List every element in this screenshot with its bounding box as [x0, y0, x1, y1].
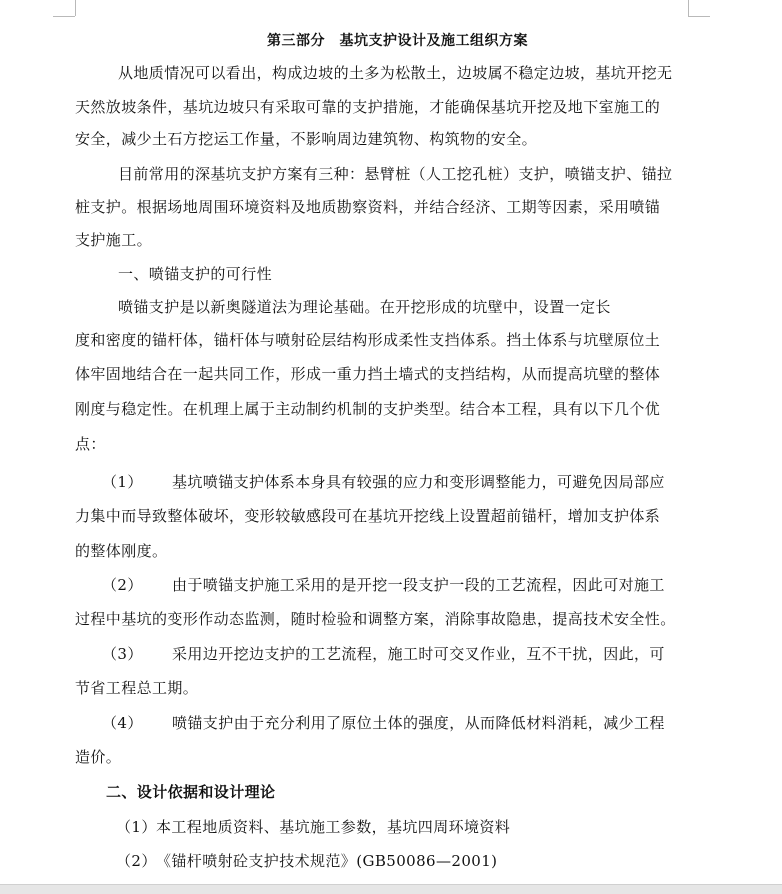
item-3-number: （3） [102, 645, 143, 663]
basis-item-1-text: 本工程地质资料、基坑施工参数，基坑四周环境资料 [156, 818, 511, 836]
item-1-line-1: 基坑喷锚支护体系本身具有较强的应力和变形调整能力，可避免因局部应 [172, 473, 665, 491]
section2-heading: 二、设计依据和设计理论 [106, 783, 276, 801]
intro-line-1: 从地质情况可以看出，构成边坡的土多为松散土，边坡属不稳定边坡，基坑开挖无 [118, 64, 673, 82]
section1-heading: 一、喷锚支护的可行性 [118, 265, 273, 283]
item-4-line-1: 喷锚支护由于充分利用了原位土体的强度，从而降低材料消耗，减少工程 [172, 714, 665, 732]
item-1-line-2: 力集中而导致整体破坏，变形较敏感段可在基坑开挖线上设置超前锚杆，增加支护体系 [75, 507, 661, 525]
item-3-line-1: 采用边开挖边支护的工艺流程，施工时可交叉作业，互不干扰，因此，可 [172, 645, 665, 663]
item-2-line-2: 过程中基坑的变形作动态监测，随时检验和调整方案，消除事故隐患，提高技术安全性。 [75, 610, 676, 628]
crop-mark-top-right-vertical [688, 0, 689, 16]
basis-item-2-text: 《锚杆喷射砼支护技术规范》(GB50086—2001) [156, 852, 498, 870]
item-1-number: （1） [102, 473, 143, 491]
item-1-line-3: 的整体刚度。 [75, 542, 168, 560]
section1-para-line-1: 喷锚支护是以新奥隧道法为理论基础。在开挖形成的坑壁中，设置一定长 [118, 298, 611, 316]
item-2-line-1: 由于喷锚支护施工采用的是开挖一段支护一段的工艺流程，因此可对施工 [172, 576, 665, 594]
intro-line-3: 安全，减少土石方挖运工作量，不影响周边建筑物、构筑物的安全。 [75, 130, 538, 148]
crop-mark-top-right [688, 16, 710, 17]
crop-mark-top-left [53, 16, 75, 17]
section1-para-line-2: 度和密度的锚杆体，锚杆体与喷射砼层结构形成柔性支挡体系。挡土体系与坑壁原位土 [75, 331, 661, 349]
item-4-line-2: 造价。 [75, 748, 122, 766]
page-title: 第三部分 基坑支护设计及施工组织方案 [267, 33, 528, 49]
section1-para-line-4: 刚度与稳定性。在机理上属于主动制约机制的支护类型。结合本工程，具有以下几个优 [75, 400, 661, 418]
methods-line-3: 支护施工。 [75, 231, 153, 249]
item-4-number: （4） [102, 714, 143, 732]
item-2-number: （2） [102, 576, 143, 594]
methods-line-2: 桩支护。根据场地周围环境资料及地质勘察资料，并结合经济、工期等因素，采用喷锚 [75, 198, 661, 216]
crop-mark-top-left-vertical [75, 0, 76, 16]
basis-item-1-number: （1） [116, 818, 157, 836]
methods-line-1: 目前常用的深基坑支护方案有三种：悬臂桩（人工挖孔桩）支护，喷锚支护、锚拉 [118, 165, 673, 183]
intro-line-2: 天然放坡条件，基坑边坡只有采取可靠的支护措施，才能确保基坑开挖及地下室施工的 [75, 98, 661, 116]
item-3-line-2: 节省工程总工期。 [75, 679, 199, 697]
section1-para-line-5: 点： [75, 435, 106, 453]
section1-para-line-3: 体牢固地结合在一起共同工作，形成一重力挡土墙式的支挡结构，从而提高坑壁的整体 [75, 365, 661, 383]
basis-item-2-number: （2） [116, 852, 157, 870]
